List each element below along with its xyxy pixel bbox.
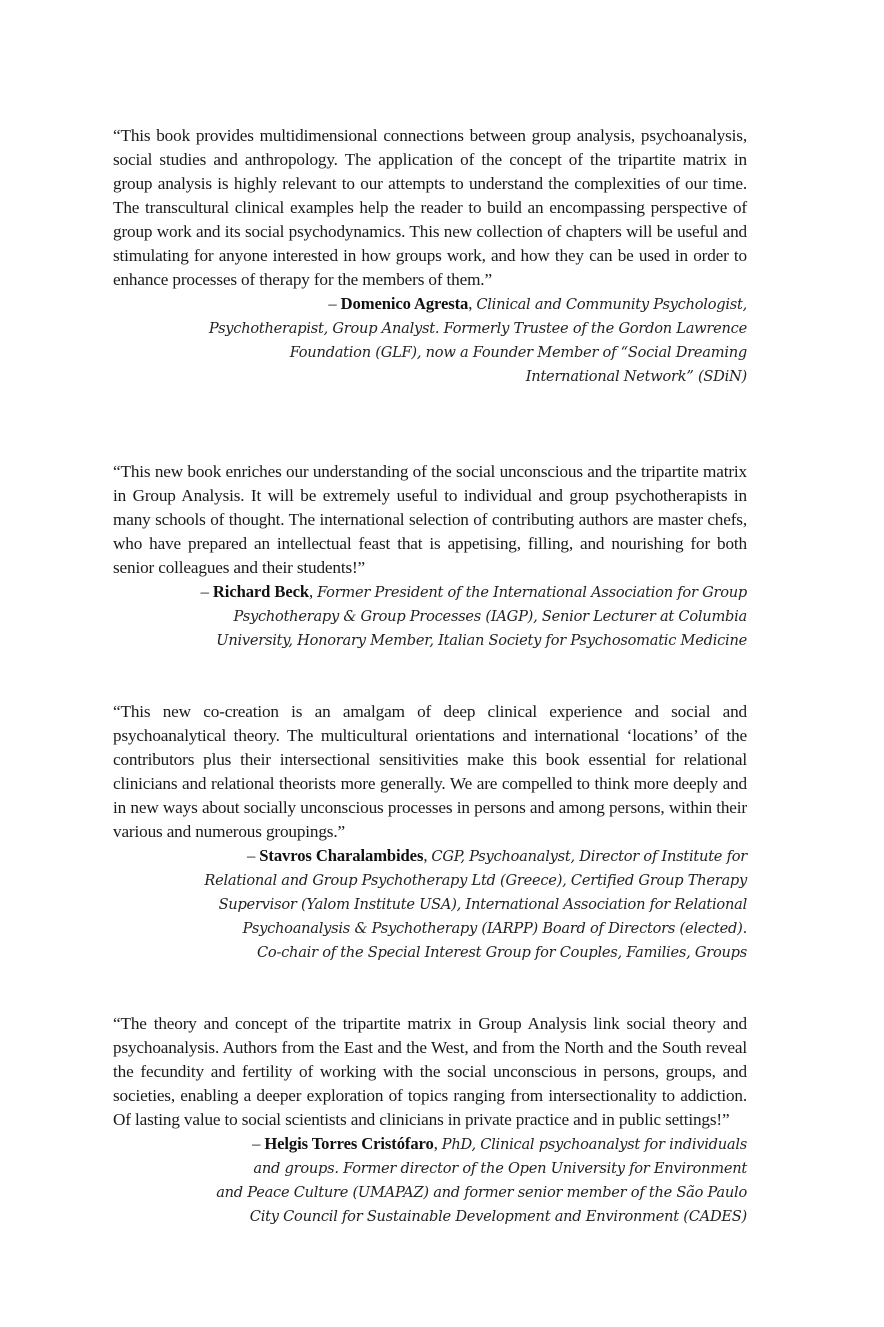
endorser-credentials: Clinical and Community Psychologist, bbox=[476, 296, 747, 313]
endorser-credentials: Psychotherapist, Group Analyst. Formerly Trustee of the Gordon Lawrence bbox=[208, 320, 747, 337]
attribution-first-line bbox=[113, 292, 747, 317]
endorser-credentials: and groups. Former director of the Open University for Environment bbox=[253, 1160, 747, 1177]
endorser-credentials: Psychotherapy & Group Processes (IAGP), Senior Lecturer at Columbia bbox=[233, 608, 747, 625]
endorsement-quote: “The theory and concept of the tripartite matrix in Group Analysis link social theory and psychoanalysis. Authors from the East and the West, and from the North and the South reveal the fecundity and fertility of working with the social unconscious in persons, groups, and societies, enabling a deeper exploration of topics ranging from intersectionality to addiction. Of lasting value to social scientists and clinicians in private practice and in public settings!” bbox=[113, 1014, 747, 1129]
endorser-credentials: and Peace Culture (UMAPAZ) and former senior member of the São Paulo bbox=[216, 1184, 747, 1201]
attribution-separator: , bbox=[308, 582, 318, 601]
attribution-dash: – bbox=[200, 582, 213, 601]
endorsement-quote: “This new book enriches our understanding of the social unconscious and the tripartite matrix in Group Analysis. It will be extremely useful to individual and group psychotherapists in many schools of thought. The international selection of contributing authors are master chefs, who have prepared an intellectual feast that is appetising, filling, and nourishing for both senior colleagues and their students!” bbox=[113, 462, 747, 577]
attribution-first-line bbox=[113, 580, 747, 605]
attribution-first-line bbox=[113, 844, 747, 869]
endorsement-charalambides bbox=[113, 700, 747, 965]
endorsement-quote: “This new co-creation is an amalgam of deep clinical experience and social and psychoanalytical theory. The multicultural orientations and international ‘locations’ of the contributors plus their intersectional sensitivities make this book essential for relational clinicians and relational theorists more generally. We are compelled to think more deeply and in new ways about socially unconscious processes in persons and among persons, within their various and numerous groupings.” bbox=[113, 702, 747, 841]
endorsement-attribution bbox=[113, 1132, 747, 1229]
endorsement-beck bbox=[113, 460, 747, 653]
attribution-separator: , bbox=[433, 1134, 442, 1153]
endorser-credentials: Supervisor (Yalom Institute USA), International Association for Relational bbox=[218, 896, 747, 913]
endorser-credentials: City Council for Sustainable Development and Environment (CADES) bbox=[249, 1208, 747, 1225]
endorser-name: Richard Beck bbox=[212, 582, 309, 601]
endorsement-quote: “This book provides multidimensional connections between group analysis, psychoanalysis, social studies and anthropology. The application of the concept of the tripartite matrix in group analysis is highly relevant to our attempts to understand the complexities of our time. The transcultural clinical examples help the reader to build an encompassing perspective of group work and its social psychodynamics. This new collection of chapters will be useful and stimulating for anyone interested in how groups work, and how they can be used in order to enhance processes of therapy for the members of them.” bbox=[113, 126, 747, 289]
endorsement-attribution bbox=[113, 292, 747, 389]
endorser-credentials: International Network” (SDiN) bbox=[525, 368, 747, 385]
endorser-name: Domenico Agresta bbox=[340, 294, 469, 313]
attribution-separator: , bbox=[423, 846, 432, 865]
endorser-credentials: Foundation (GLF), now a Founder Member of “Social Dreaming bbox=[289, 344, 747, 361]
endorser-credentials: CGP, Psychoanalyst, Director of Institute for bbox=[431, 848, 747, 865]
endorser-credentials: Psychoanalysis & Psychotherapy (IARPP) Board of Directors (elected). bbox=[242, 920, 747, 937]
attribution-dash: – bbox=[252, 1134, 265, 1153]
endorser-credentials: Relational and Group Psychotherapy Ltd (Greece), Certified Group Therapy bbox=[204, 872, 747, 889]
attribution-dash: – bbox=[247, 846, 260, 865]
endorser-credentials: University, Honorary Member, Italian Society for Psychosomatic Medicine bbox=[216, 632, 747, 649]
attribution-dash: – bbox=[328, 294, 341, 313]
endorser-name: Stavros Charalambides bbox=[259, 846, 424, 865]
endorser-credentials: PhD, Clinical psychoanalyst for individuals bbox=[441, 1136, 747, 1153]
attribution-separator: , bbox=[468, 294, 477, 313]
endorser-name: Helgis Torres Cristófaro bbox=[264, 1134, 434, 1153]
endorser-credentials: Co-chair of the Special Interest Group for Couples, Families, Groups bbox=[257, 944, 747, 961]
endorsement-attribution bbox=[113, 580, 747, 653]
endorsement-agresta bbox=[113, 124, 747, 389]
endorsement-cristofaro bbox=[113, 1012, 747, 1229]
attribution-first-line bbox=[113, 1132, 747, 1157]
endorsement-attribution bbox=[113, 844, 747, 965]
endorser-credentials: Former President of the International Association for Group bbox=[317, 584, 747, 601]
